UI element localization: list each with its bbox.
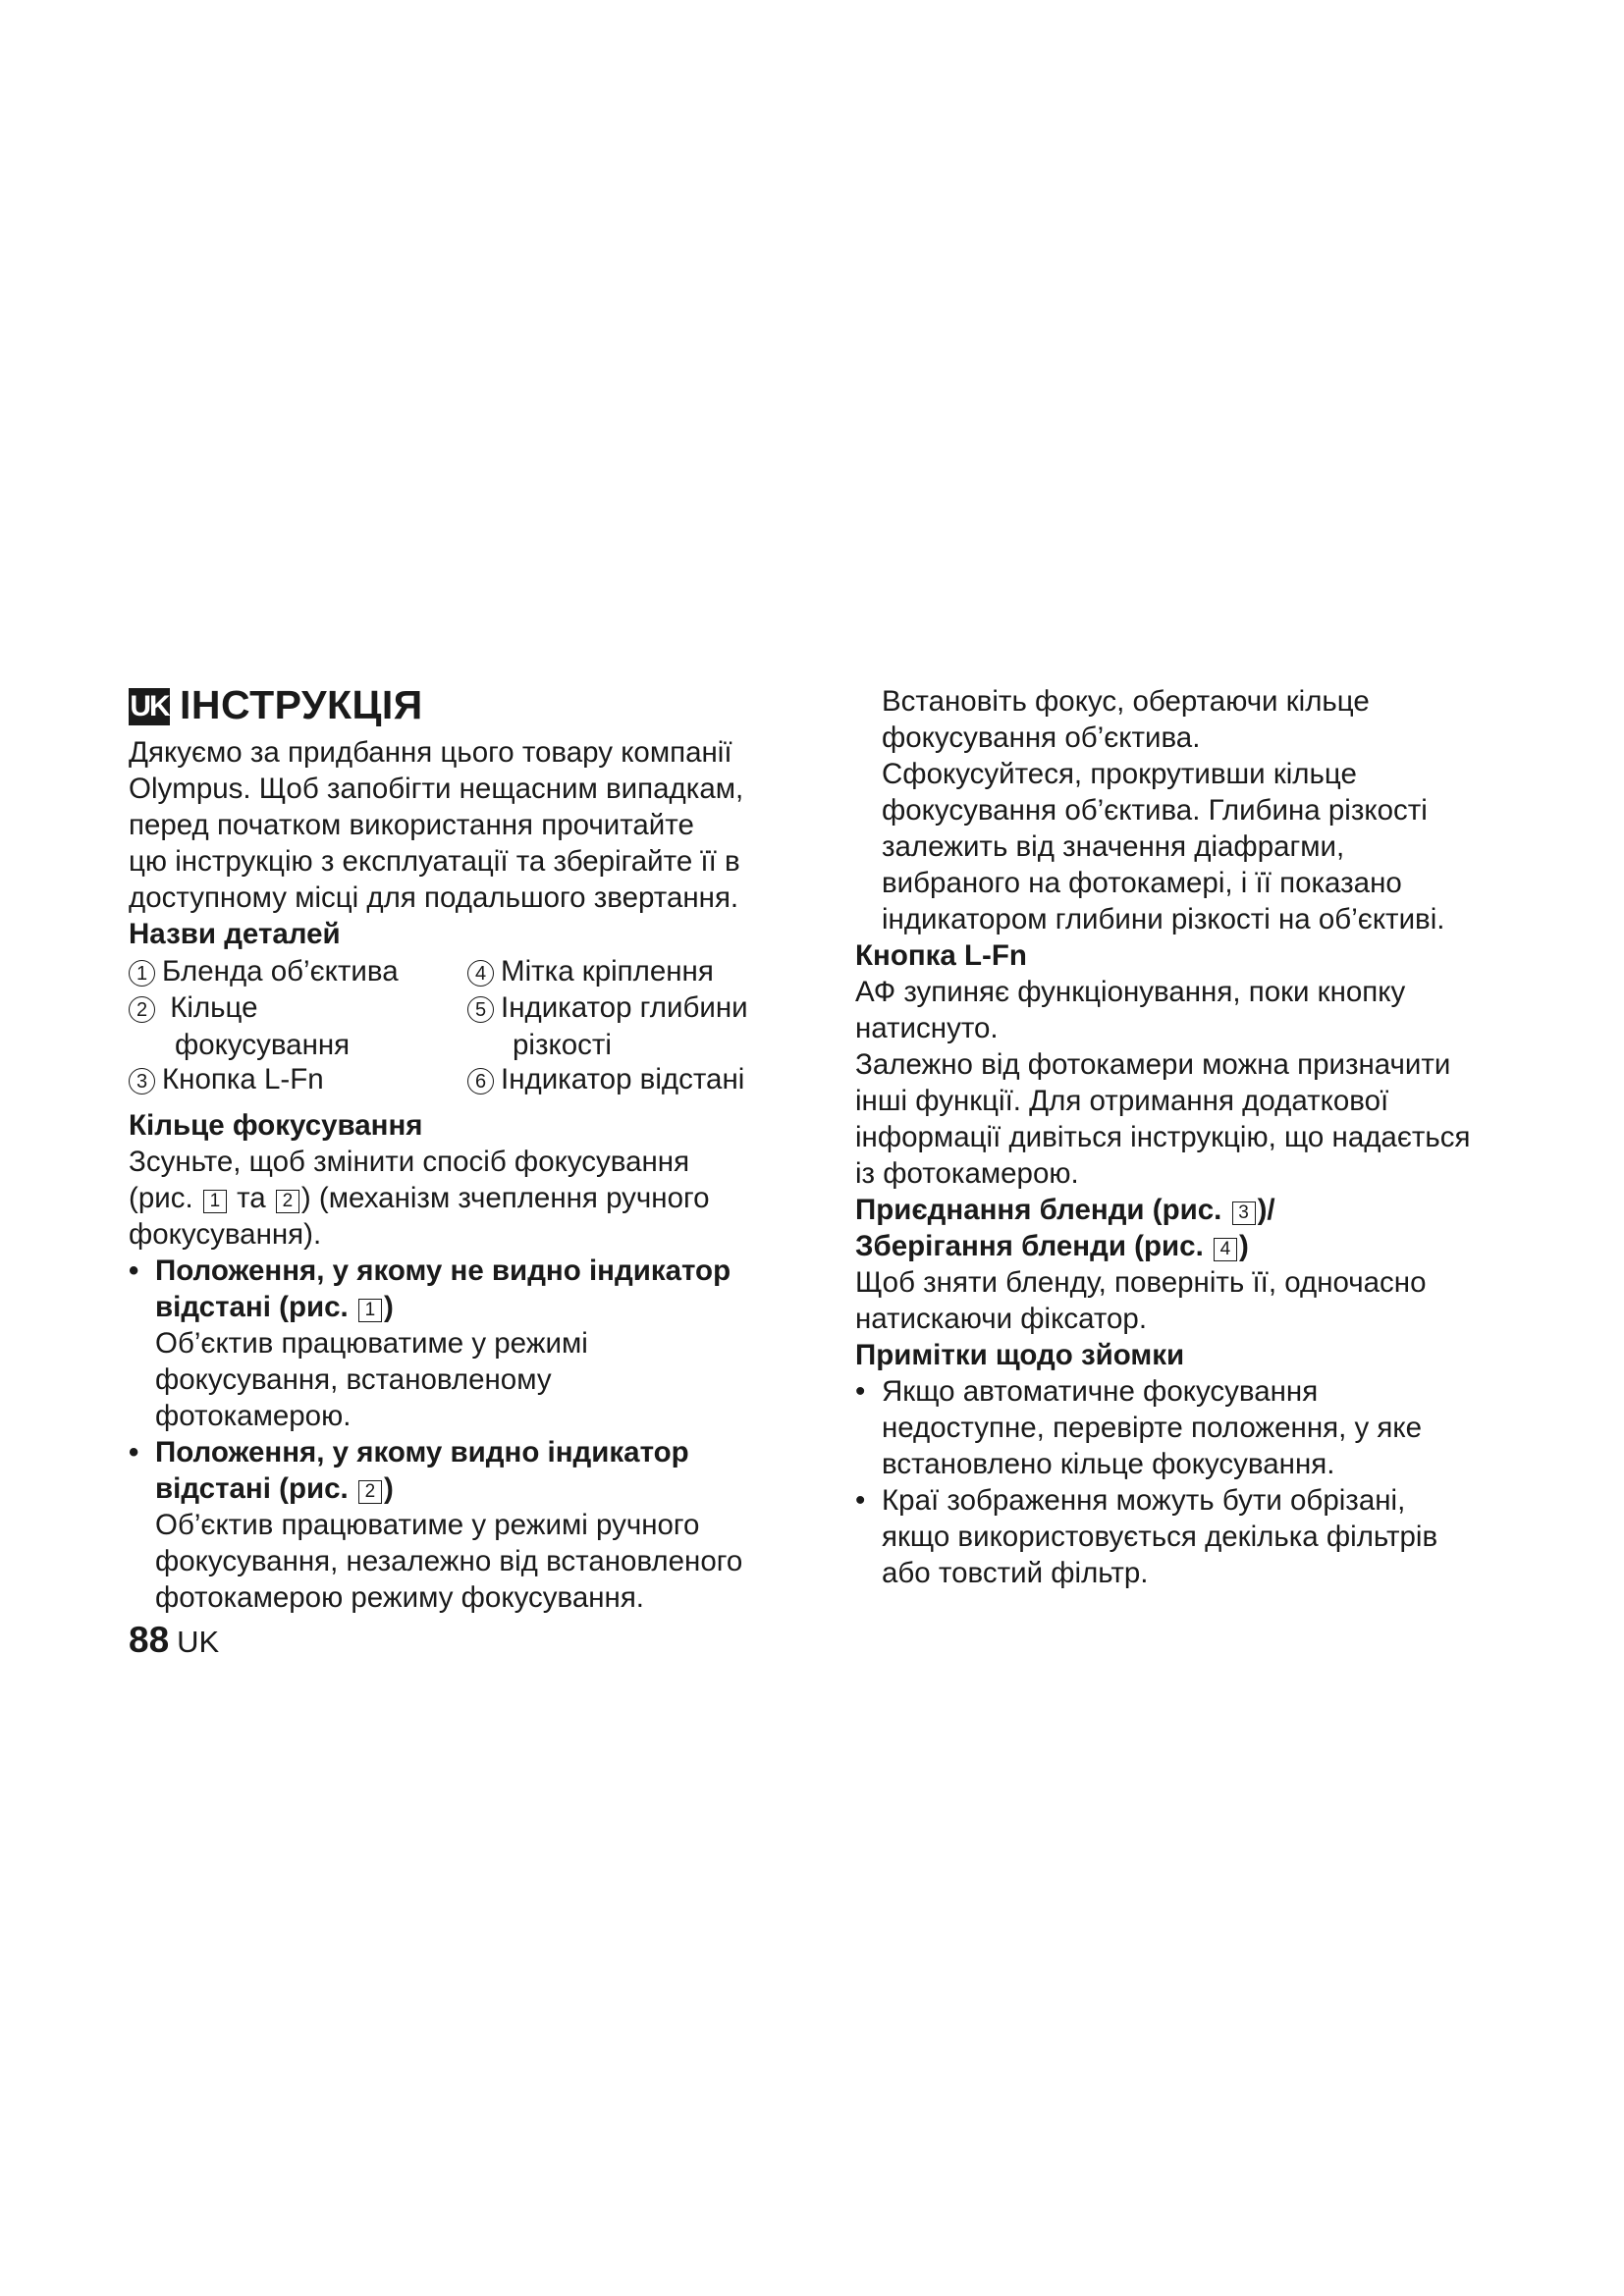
part-item: 1 Бленда об’єктива bbox=[129, 954, 399, 989]
intro-line: Olympus. Щоб запобігти нещасним випадкам, bbox=[129, 773, 744, 805]
bullet-marker: • bbox=[855, 1375, 866, 1408]
focus-instruction: вибраного на фотокамері, і її показано bbox=[882, 867, 1402, 899]
figure-ref: 4 bbox=[1214, 1238, 1237, 1261]
part-number: 4 bbox=[467, 960, 494, 987]
bullet-title: Положення, у якому видно індикатор bbox=[155, 1436, 689, 1468]
intro-line: цю інструкцію з експлуатації та зберігайте її в bbox=[129, 845, 740, 878]
focus-instruction: залежить від значення діафрагми, bbox=[882, 830, 1345, 863]
lfn-text: із фотокамерою. bbox=[855, 1157, 1079, 1190]
notes-heading: Примітки щодо зйомки bbox=[855, 1339, 1185, 1371]
bullet-marker: • bbox=[129, 1436, 139, 1468]
figure-ref: 1 bbox=[203, 1190, 227, 1213]
bullet-body: фотокамерою. bbox=[155, 1400, 352, 1432]
lfn-text: натиснуто. bbox=[855, 1012, 999, 1044]
note-text: недоступне, перевірте положення, у яке bbox=[882, 1412, 1423, 1444]
bullet-title: відстані (рис. 2 ) bbox=[155, 1472, 394, 1505]
part-number: 5 bbox=[467, 996, 494, 1023]
bullet-body: Об’єктив працюватиме у режимі bbox=[155, 1327, 588, 1360]
part-item-cont: фокусування bbox=[175, 1029, 351, 1061]
page-title bbox=[129, 681, 423, 728]
lfn-heading: Кнопка L-Fn bbox=[855, 939, 1027, 972]
focus-ring-heading: Кільце фокусування bbox=[129, 1109, 423, 1142]
intro-line: перед початком використання прочитайте bbox=[129, 809, 694, 841]
note-text: якщо використовується декілька фільтрів bbox=[882, 1521, 1438, 1553]
part-item-cont: різкості bbox=[513, 1029, 612, 1061]
part-number: 6 bbox=[467, 1068, 494, 1095]
figure-ref: 2 bbox=[358, 1480, 382, 1504]
bullet-title: відстані (рис. 1 ) bbox=[155, 1291, 394, 1323]
note-text: Краї зображення можуть бути обрізані, bbox=[882, 1484, 1406, 1517]
hood-text: Щоб зняти бленду, поверніть її, одночасно bbox=[855, 1266, 1427, 1299]
part-item: 5 Індикатор глибини bbox=[467, 990, 748, 1026]
bullet-body: фокусування, встановленому bbox=[155, 1363, 552, 1396]
part-item: 6 Індикатор відстані bbox=[467, 1062, 744, 1097]
part-number: 2 bbox=[129, 996, 155, 1023]
focus-instruction: фокусування об’єктива. Глибина різкості bbox=[882, 794, 1428, 827]
hood-text: натискаючи фіксатор. bbox=[855, 1303, 1148, 1335]
lfn-text: АФ зупиняє функціонування, поки кнопку bbox=[855, 976, 1406, 1008]
title-text: ІНСТРУКЦІЯ bbox=[180, 682, 423, 727]
figure-ref: 1 bbox=[358, 1299, 382, 1322]
lfn-text: інші функції. Для отримання додаткової bbox=[855, 1085, 1389, 1117]
part-number: 1 bbox=[129, 960, 155, 987]
intro-line: доступному місці для подальшого звертання. bbox=[129, 881, 739, 914]
focus-instruction: індикатором глибини різкості на об’єктиві. bbox=[882, 903, 1445, 935]
focus-instruction: фокусування об’єктива. bbox=[882, 721, 1201, 754]
language-badge: UK bbox=[129, 688, 170, 725]
focus-instruction: Встановіть фокус, обертаючи кільце bbox=[882, 685, 1370, 718]
bullet-title: Положення, у якому не видно індикатор bbox=[155, 1255, 731, 1287]
hood-heading: Приєднання бленди (рис. 3 )/ bbox=[855, 1194, 1275, 1226]
page-footer bbox=[129, 1620, 220, 1661]
parts-heading: Назви деталей bbox=[129, 918, 341, 950]
focus-ring-text: Зсуньте, щоб змінити спосіб фокусування bbox=[129, 1146, 690, 1178]
bullet-marker: • bbox=[129, 1255, 139, 1287]
bullet-body: фотокамерою режиму фокусування. bbox=[155, 1581, 644, 1614]
figure-ref: 3 bbox=[1232, 1201, 1256, 1225]
part-item: 4 Мітка кріплення bbox=[467, 954, 714, 989]
intro-line: Дякуємо за придбання цього товару компанії bbox=[129, 736, 732, 769]
note-text: або товстий фільтр. bbox=[882, 1557, 1149, 1589]
note-text: Якщо автоматичне фокусування bbox=[882, 1375, 1319, 1408]
hood-heading: Зберігання бленди (рис. 4 ) bbox=[855, 1230, 1249, 1262]
bullet-body: фокусування, незалежно від встановленого bbox=[155, 1545, 743, 1577]
note-text: встановлено кільце фокусування. bbox=[882, 1448, 1335, 1480]
lfn-text: інформації дивіться інструкцію, що надається bbox=[855, 1121, 1471, 1153]
bullet-body: Об’єктив працюватиме у режимі ручного bbox=[155, 1509, 700, 1541]
part-item: 3 Кнопка L-Fn bbox=[129, 1062, 324, 1097]
part-item: 2 Кільце bbox=[129, 990, 258, 1026]
bullet-marker: • bbox=[855, 1484, 866, 1517]
part-number: 3 bbox=[129, 1068, 155, 1095]
footer-language: UK bbox=[177, 1625, 220, 1659]
figure-ref: 2 bbox=[276, 1190, 299, 1213]
lfn-text: Залежно від фотокамери можна призначити bbox=[855, 1048, 1451, 1081]
focus-ring-text: (рис. 1 та 2 ) (механізм зчеплення ручного bbox=[129, 1182, 710, 1214]
focus-instruction: Сфокусуйтеся, прокрутивши кільце bbox=[882, 758, 1357, 790]
page-number: 88 bbox=[129, 1620, 170, 1660]
focus-ring-text: фокусування). bbox=[129, 1218, 322, 1251]
